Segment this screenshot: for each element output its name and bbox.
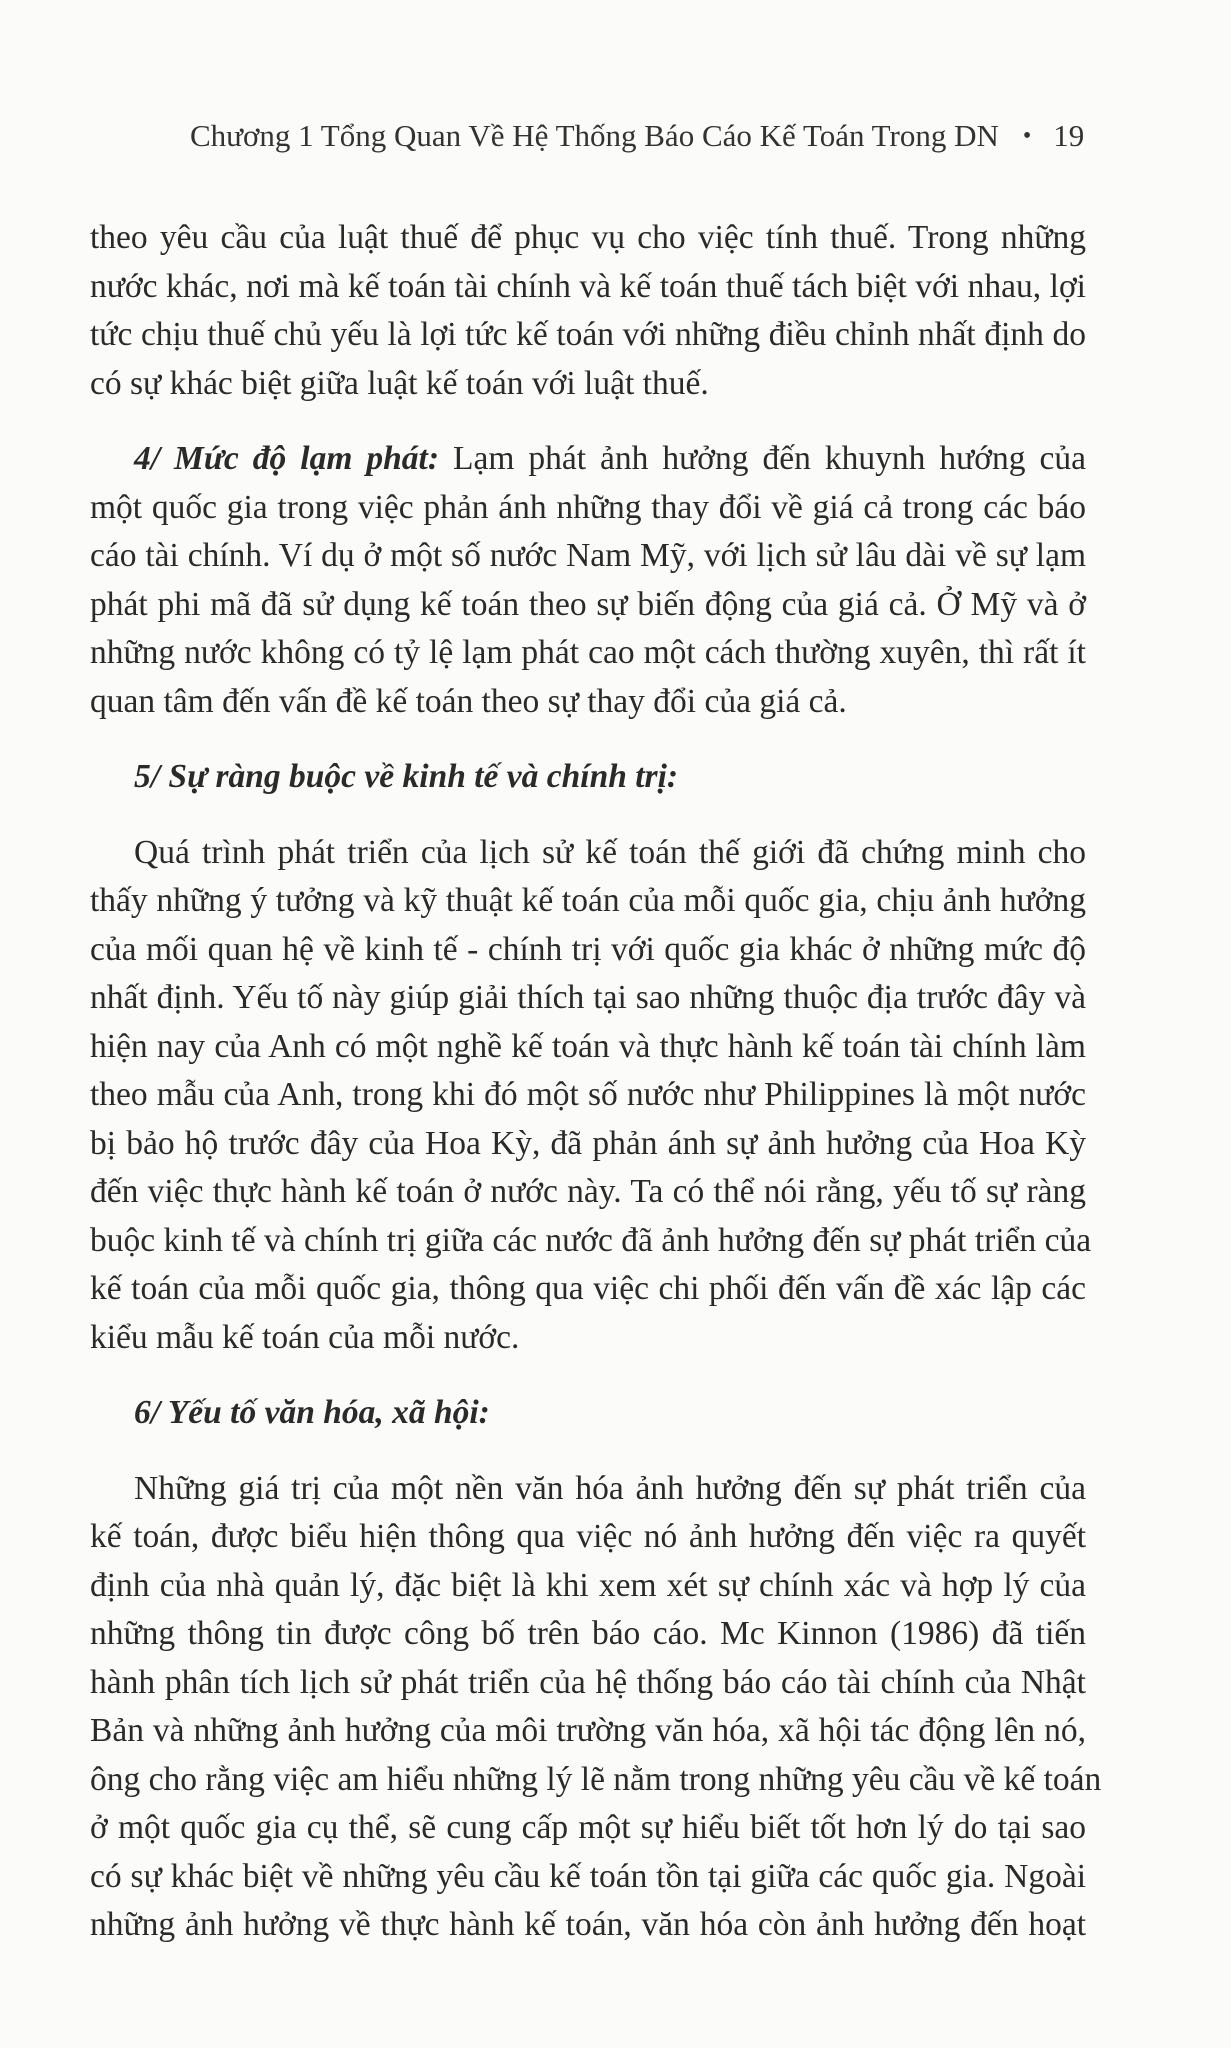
page-body xyxy=(90,214,1102,1950)
text-line: tức chịu thuế chủ yếu là lợi tức kế toán với những điều chỉnh nhất định do xyxy=(90,316,1086,353)
text-line: hiện nay của Anh có một nghề kế toán và thực hành kế toán tài chính làm xyxy=(90,1027,1086,1065)
paragraph-culture-society xyxy=(90,1465,1102,1950)
text-line: nước khác, nơi mà kế toán tài chính và kế toán thuế tách biệt với nhau, lợi xyxy=(90,267,1086,305)
text-line: ở một quốc gia cụ thể, sẽ cung cấp một sự hiểu biết tốt hơn lý do tại sao xyxy=(90,1809,1086,1846)
text-line: buộc kinh tế và chính trị giữa các nước đã ảnh hưởng đến sự phát triển của xyxy=(90,1221,1092,1259)
text-line: Những giá trị của một nền văn hóa ảnh hưởng đến sự phát triển của xyxy=(134,1469,1086,1507)
running-title: Chương 1 Tổng Quan Về Hệ Thống Báo Cáo Kế Toán Trong DN xyxy=(190,118,999,153)
text-line: kiểu mẫu kế toán của mỗi nước. xyxy=(90,1318,520,1356)
text-line: Bản và những ảnh hưởng của môi trường văn hóa, xã hội tác động lên nó, xyxy=(90,1712,1086,1749)
text-line: thấy những ý tưởng và kỹ thuật kế toán của mỗi quốc gia, chịu ảnh hưởng xyxy=(90,882,1086,919)
text-line: của mối quan hệ về kinh tế - chính trị với quốc gia khác ở những mức độ xyxy=(90,930,1086,968)
paragraph-inflation xyxy=(90,435,1086,726)
text-line xyxy=(90,435,1086,484)
text-line: có sự khác biệt giữa luật kế toán với luật thuế. xyxy=(90,364,709,402)
text-line: phát phi mã đã sử dụng kế toán theo sự biến động của giá cả. Ở Mỹ và ở xyxy=(90,585,1086,623)
running-header xyxy=(190,118,1090,162)
page-number: 19 xyxy=(1053,118,1085,153)
text-line: những thông tin được công bố trên báo cáo. Mc Kinnon (1986) đã tiến xyxy=(90,1615,1086,1652)
section-5-heading: 5/ Sự ràng buộc về kinh tế và chính trị: xyxy=(134,758,679,795)
text-line: có sự khác biệt về những yêu cầu kế toán tồn tại giữa các quốc gia. Ngoài xyxy=(90,1857,1086,1895)
inline-text: Lạm phát ảnh hưởng đến khuynh hướng của xyxy=(438,440,1086,477)
text-line: theo mẫu của Anh, trong khi đó một số nước như Philippines là một nước xyxy=(90,1076,1086,1113)
text-line: quan tâm đến vấn đề kế toán theo sự thay đổi của giá cả. xyxy=(90,682,847,720)
text-line: Quá trình phát triển của lịch sử kế toán thế giới đã chứng minh cho xyxy=(134,833,1086,871)
paragraph-tax xyxy=(90,214,1086,408)
text-line: cáo tài chính. Ví dụ ở một số nước Nam Mỹ, với lịch sử lâu dài về sự lạm xyxy=(90,537,1086,574)
text-line: kế toán, được biểu hiện thông qua việc nó ảnh hưởng đến việc ra quyết xyxy=(90,1518,1086,1555)
text-line: hành phân tích lịch sử phát triển của hệ thống báo cáo tài chính của Nhật xyxy=(90,1663,1086,1701)
text-line: định của nhà quản lý, đặc biệt là khi xem xét sự chính xác và hợp lý của xyxy=(90,1566,1086,1604)
paragraph-economic-political xyxy=(90,829,1092,1363)
text-line: những ảnh hưởng về thực hành kế toán, văn hóa còn ảnh hưởng đến hoạt xyxy=(90,1906,1086,1943)
header-bullet: • xyxy=(1022,123,1032,149)
text-line: theo yêu cầu của luật thuế để phục vụ cho việc tính thuế. Trong những xyxy=(90,219,1086,256)
section-6-heading: 6/ Yếu tố văn hóa, xã hội: xyxy=(134,1394,490,1431)
section-4-heading: 4/ Mức độ lạm phát: xyxy=(134,440,439,477)
text-line: những nước không có tỷ lệ lạm phát cao một cách thường xuyên, thì rất ít xyxy=(90,634,1086,671)
text-line: nhất định. Yếu tố này giúp giải thích tại sao những thuộc địa trước đây và xyxy=(90,979,1086,1016)
text-line: ông cho rằng việc am hiểu những lý lẽ nằm trong những yêu cầu về kế toán xyxy=(90,1760,1102,1798)
text-line: bị bảo hộ trước đây của Hoa Kỳ, đã phản ánh sự ảnh hưởng của Hoa Kỳ xyxy=(90,1124,1086,1162)
text-line: kế toán của mỗi quốc gia, thông qua việc chi phối đến vấn đề xác lập các xyxy=(90,1270,1086,1307)
text-line: đến việc thực hành kế toán ở nước này. Ta có thể nói rằng, yếu tố sự ràng xyxy=(90,1173,1086,1210)
text-line: một quốc gia trong việc phản ánh những thay đổi về giá cả trong các báo xyxy=(90,488,1086,526)
